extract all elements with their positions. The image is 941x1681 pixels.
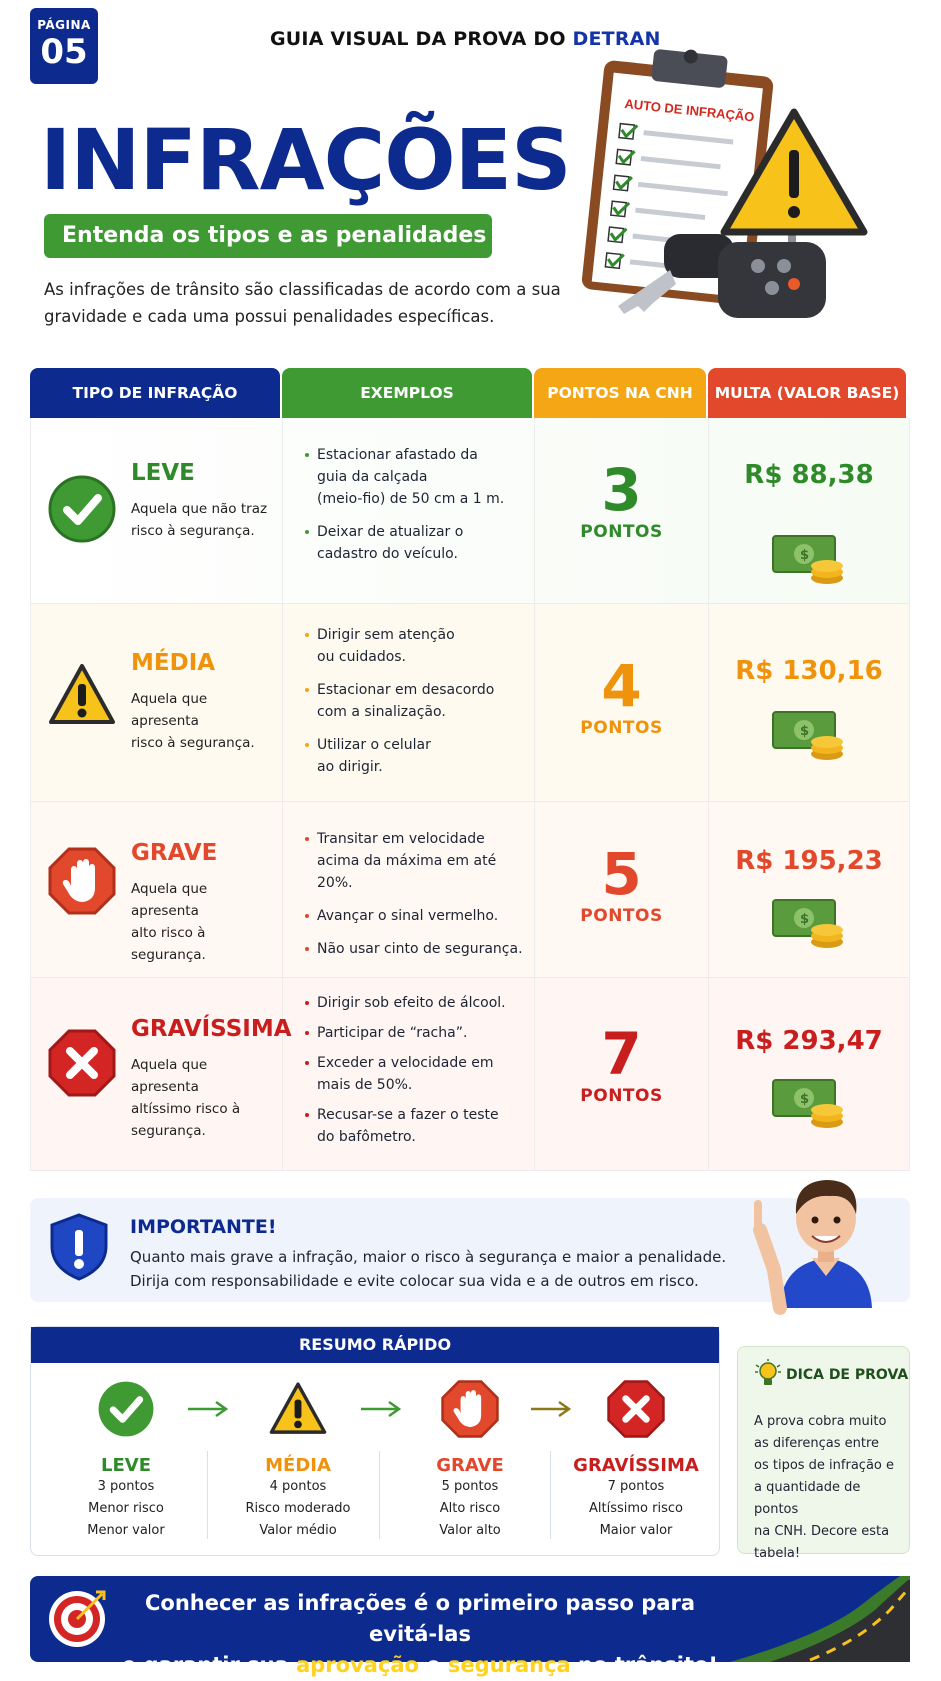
money-icon <box>771 706 851 762</box>
points-unit: PONTOS <box>580 522 663 542</box>
money-icon <box>771 530 851 586</box>
x-octagon-icon <box>47 1028 117 1098</box>
examples-list <box>305 444 527 576</box>
example-item: Deixar de atualizar o cadastro do veículo. <box>305 521 527 565</box>
tip-line: A prova cobra muito <box>754 1414 887 1429</box>
type-description <box>131 498 271 542</box>
important-line: Quanto mais grave a infração, maior o risco à segurança e maior a penalidade. <box>130 1248 727 1266</box>
summary-divider <box>550 1451 551 1539</box>
table-header <box>30 368 910 418</box>
summary-item-gravissima <box>556 1379 716 1542</box>
type-name: MÉDIA <box>131 650 216 676</box>
desc-line: Aquela que apresenta <box>131 1057 208 1095</box>
example-item: Dirigir sem atenção ou cuidados. <box>305 624 527 668</box>
lightbulb-icon <box>754 1359 782 1391</box>
svg-text:$: $ <box>800 912 810 927</box>
example-item: Estacionar afastado da guia da calçada (meio-fio) de 50 cm a 1 m. <box>305 444 527 510</box>
examples-list <box>305 624 527 789</box>
example-item: Transitar em velocidade acima da máxima em até 20%. <box>305 828 527 894</box>
points-unit: PONTOS <box>580 906 663 926</box>
example-item: Não usar cinto de segurança. <box>305 938 527 960</box>
points-number: 4 <box>601 652 642 720</box>
clipboard-label: AUTO DE INFRAÇÃO <box>623 95 756 125</box>
intro-line: As infrações de trânsito são classificadas de acordo com a sua <box>44 280 561 299</box>
page-number: 05 <box>40 32 88 72</box>
summary-name: GRAVÍSSIMA <box>573 1455 699 1476</box>
points-unit: PONTOS <box>580 718 663 738</box>
page-title: INFRAÇÕES <box>40 111 571 209</box>
road-illustration <box>710 1576 910 1662</box>
stop-hand-icon <box>440 1379 500 1439</box>
points-value <box>535 842 708 926</box>
summary-line: Menor valor <box>87 1523 165 1538</box>
footer-message <box>120 1588 720 1681</box>
points-cell <box>535 604 709 801</box>
summary-title: RESUMO RÁPIDO <box>31 1327 719 1363</box>
tip-line: a quantidade de pontos <box>754 1480 861 1517</box>
table-row-grave <box>30 802 910 978</box>
examples-list <box>305 992 527 1148</box>
guide-title-text: GUIA VISUAL DA PROVA DO <box>270 28 566 50</box>
instructor-mascot <box>740 1160 910 1308</box>
type-name: LEVE <box>131 460 195 486</box>
summary-line: Valor médio <box>259 1523 337 1538</box>
summary-line: Altíssimo risco <box>589 1501 683 1516</box>
desc-line: segurança. <box>131 1123 206 1139</box>
fine-cell <box>709 978 909 1170</box>
desc-line: Aquela que apresenta <box>131 881 208 919</box>
desc-line: Aquela que não traz <box>131 501 268 517</box>
type-cell <box>31 802 283 977</box>
example-item: Avançar o sinal vermelho. <box>305 905 527 927</box>
summary-divider <box>379 1451 380 1539</box>
points-cell <box>535 418 709 603</box>
type-cell <box>31 418 283 603</box>
type-description <box>131 688 271 754</box>
shield-alert-icon <box>48 1212 110 1282</box>
type-name: GRAVÍSSIMA <box>131 1016 292 1042</box>
summary-name: LEVE <box>101 1455 151 1476</box>
summary-line: 5 pontos <box>441 1479 499 1494</box>
type-description <box>131 1054 271 1142</box>
examples-cell <box>283 802 535 977</box>
tip-line: na CNH. Decore esta <box>754 1524 890 1539</box>
desc-line: risco à segurança. <box>131 523 255 539</box>
summary-item-grave <box>390 1379 550 1542</box>
fine-cell <box>709 802 909 977</box>
desc-line: risco à segurança. <box>131 735 255 751</box>
type-cell <box>31 978 292 1170</box>
important-title: IMPORTANTE! <box>130 1216 277 1238</box>
points-cell <box>535 802 709 977</box>
table-row-gravissima <box>30 978 910 1171</box>
intro-line: gravidade e cada uma possui penalidades específicas. <box>44 307 495 326</box>
example-item: Estacionar em desacordo com a sinalização. <box>305 679 527 723</box>
svg-text:$: $ <box>800 548 810 563</box>
check-icon <box>96 1379 156 1439</box>
warning-icon <box>268 1379 328 1439</box>
points-number: 5 <box>601 840 642 908</box>
example-item: Recusar-se a fazer o teste do bafômetro. <box>305 1104 527 1148</box>
examples-list <box>305 828 527 971</box>
desc-line: alto risco à segurança. <box>131 925 206 963</box>
summary-line: Valor alto <box>439 1523 501 1538</box>
check-icon <box>47 474 117 544</box>
points-value <box>535 654 708 738</box>
table-row-media <box>30 604 910 802</box>
fine-value: R$ 130,16 <box>735 656 883 686</box>
column-header-points: PONTOS NA CNH <box>534 368 706 418</box>
summary-name: GRAVE <box>436 1455 504 1476</box>
subtitle-pill: Entenda os tipos e as penalidades <box>44 214 492 258</box>
tip-title: DICA DE PROVA <box>786 1367 909 1383</box>
x-octagon-icon <box>606 1379 666 1439</box>
stop-hand-icon <box>47 846 117 916</box>
type-cell <box>31 604 283 801</box>
tip-body <box>754 1411 904 1565</box>
column-header-type: TIPO DE INFRAÇÃO <box>30 368 280 418</box>
summary-line: Menor risco <box>88 1501 164 1516</box>
summary-line: Maior valor <box>599 1523 673 1538</box>
examples-cell <box>283 604 535 801</box>
fine-value: R$ 293,47 <box>735 1026 883 1056</box>
points-number: 3 <box>601 456 642 524</box>
example-item: Utilizar o celular ao dirigir. <box>305 734 527 778</box>
tip-line: os tipos de infração e <box>754 1458 894 1473</box>
points-value <box>535 1022 708 1106</box>
desc-line: Aquela que apresenta <box>131 691 208 729</box>
summary-line: 3 pontos <box>97 1479 155 1494</box>
fine-cell <box>709 418 909 603</box>
summary-item-media <box>218 1379 378 1542</box>
fine-cell <box>709 604 909 801</box>
points-unit: PONTOS <box>580 1086 663 1106</box>
summary-line: 4 pontos <box>269 1479 327 1494</box>
summary-divider <box>207 1451 208 1539</box>
tip-line: tabela! <box>754 1546 801 1561</box>
tip-line: as diferenças entre <box>754 1436 880 1451</box>
target-icon <box>46 1588 108 1650</box>
summary-item-leve <box>46 1379 206 1542</box>
type-name: GRAVE <box>131 840 218 866</box>
example-item: Exceder a velocidade em mais de 50%. <box>305 1052 527 1096</box>
footer-banner <box>30 1576 910 1677</box>
quick-summary <box>30 1326 720 1556</box>
infractions-table <box>30 368 910 1171</box>
column-header-fine: MULTA (VALOR BASE) <box>708 368 906 418</box>
warning-icon <box>47 660 117 730</box>
desc-line: altíssimo risco à <box>131 1101 241 1117</box>
examples-cell <box>283 978 535 1170</box>
column-header-examples: EXEMPLOS <box>282 368 532 418</box>
svg-text:$: $ <box>800 1092 810 1107</box>
footer-line: Conhecer as infrações é o primeiro passo para evitá-las <box>144 1591 696 1646</box>
summary-line: 7 pontos <box>607 1479 665 1494</box>
example-item: Participar de “racha”. <box>305 1022 527 1044</box>
clipboard-warning-illustration <box>578 38 928 338</box>
examples-cell <box>283 418 535 603</box>
summary-name: MÉDIA <box>265 1455 331 1476</box>
money-icon <box>771 894 851 950</box>
footer-line: e garantir sua aprovação e segurança no trânsito! <box>122 1653 718 1677</box>
page-label: PÁGINA <box>37 18 91 32</box>
points-number: 7 <box>601 1020 642 1088</box>
page-badge <box>30 8 98 84</box>
table-row-leve <box>30 418 910 604</box>
type-description <box>131 878 271 966</box>
money-icon <box>771 1074 851 1130</box>
summary-line: Alto risco <box>439 1501 501 1516</box>
points-cell <box>535 978 709 1170</box>
intro-text <box>44 276 564 330</box>
example-item: Dirigir sob efeito de álcool. <box>305 992 527 1014</box>
summary-line: Risco moderado <box>245 1501 351 1516</box>
exam-tip-box <box>737 1346 910 1561</box>
guide-title-accent: DETRAN <box>572 28 661 50</box>
svg-text:$: $ <box>800 724 810 739</box>
important-line: Dirija com responsabilidade e evite colocar sua vida e a de outros em risco. <box>130 1272 699 1290</box>
fine-value: R$ 195,23 <box>735 846 883 876</box>
points-value <box>535 458 708 542</box>
fine-value: R$ 88,38 <box>744 460 874 490</box>
